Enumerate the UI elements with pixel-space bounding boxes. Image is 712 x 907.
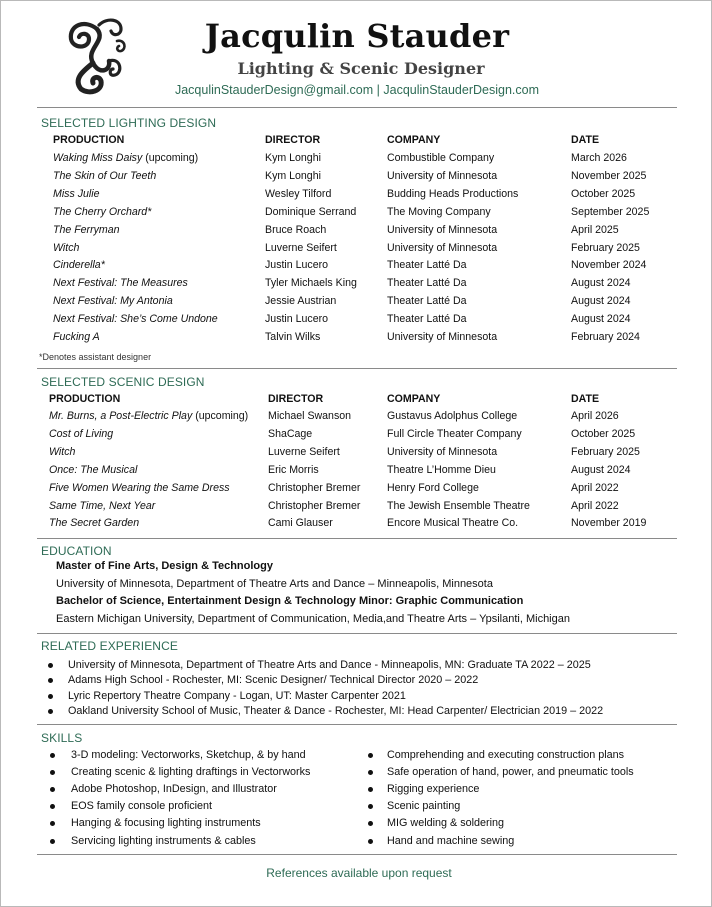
production-title: Fucking A <box>53 331 100 343</box>
director-cell: Luverne Seifert <box>268 445 340 458</box>
company-cell: Theater Latté Da <box>387 259 467 272</box>
production-cell <box>53 295 173 307</box>
school-umn: University of Minnesota, Department of Theatre Arts and Dance – Minneapolis, Minnesota <box>56 578 493 590</box>
production-cell <box>53 277 188 289</box>
director-cell: Kym Longhi <box>265 152 321 164</box>
experience-item: University of Minnesota, Department of Theatre Arts and Dance - Minneapolis, MN: Graduate TA 2022 – 2025 <box>68 659 591 671</box>
bullet-icon <box>48 678 53 683</box>
production-cell <box>53 313 218 325</box>
production-cell <box>53 331 100 343</box>
bullet-icon <box>368 821 373 826</box>
column-header: DIRECTOR <box>268 393 324 405</box>
section-title-scenic: SELECTED SCENIC DESIGN <box>41 375 205 389</box>
skill-item: Safe operation of hand, power, and pneumatic tools <box>387 766 634 779</box>
references-note: References available upon request <box>266 866 452 880</box>
bullet-icon <box>50 787 55 792</box>
date-cell: February 2024 <box>571 331 640 343</box>
date-cell: March 2026 <box>571 152 627 164</box>
production-title: Next Festival: My Antonia <box>53 295 173 308</box>
production-cell <box>53 206 151 218</box>
section-title-lighting: SELECTED LIGHTING DESIGN <box>41 116 217 130</box>
table-row <box>1 206 712 222</box>
table-row <box>1 242 712 258</box>
production-cell <box>49 482 230 494</box>
director-cell: Cami Glauser <box>268 517 333 530</box>
director-cell: Kym Longhi <box>265 169 321 182</box>
director-cell: Tyler Michaels King <box>265 277 357 290</box>
production-cell <box>53 170 156 182</box>
company-cell: University of Minnesota <box>387 241 498 254</box>
table-row <box>1 188 712 204</box>
bullet-icon <box>368 787 373 792</box>
company-cell: University of Minnesota <box>387 331 498 343</box>
table-row <box>1 500 712 516</box>
production-cell <box>49 464 137 476</box>
table-row <box>1 517 712 533</box>
director-cell: Christopher Bremer <box>268 481 361 494</box>
skill-item: Scenic painting <box>387 800 461 813</box>
skill-item: Hand and machine sewing <box>387 834 515 847</box>
bullet-icon <box>50 839 55 844</box>
degree-mfa: Master of Fine Arts, Design & Technology <box>56 560 273 572</box>
section-title-skills: SKILLS <box>41 731 83 745</box>
table-row <box>1 428 712 444</box>
production-cell <box>49 500 155 512</box>
production-title: The Ferryman <box>53 223 120 236</box>
table-row <box>1 331 712 347</box>
table-row <box>1 446 712 462</box>
date-cell: August 2024 <box>571 313 631 326</box>
director-cell: Luverne Seifert <box>265 241 337 254</box>
skill-item: EOS family console proficient <box>71 800 213 813</box>
director-cell: Wesley Tilford <box>265 187 332 200</box>
bullet-icon <box>368 770 373 775</box>
company-cell: Theater Latté Da <box>387 295 467 308</box>
company-cell: The Moving Company <box>387 205 491 218</box>
production-title: Miss Julie <box>53 187 100 200</box>
production-title: Same Time, Next Year <box>49 499 156 512</box>
skill-item: Rigging experience <box>387 783 480 796</box>
production-title: Cost of Living <box>49 427 114 440</box>
production-cell <box>49 428 113 440</box>
director-cell: Michael Swanson <box>268 410 352 422</box>
date-cell: February 2025 <box>571 445 640 458</box>
company-cell: The Jewish Ensemble Theatre <box>387 499 530 512</box>
column-header: DIRECTOR <box>265 134 321 146</box>
company-cell: Full Circle Theater Company <box>387 427 522 440</box>
date-cell: September 2025 <box>571 205 650 218</box>
date-cell: November 2025 <box>571 169 647 182</box>
production-note: (upcoming) <box>142 152 199 164</box>
director-cell: Talvin Wilks <box>265 331 321 343</box>
director-cell: Christopher Bremer <box>268 499 361 512</box>
bullet-icon <box>48 709 53 714</box>
table-row <box>1 152 712 168</box>
production-title: Cinderella* <box>53 259 105 272</box>
column-header: COMPANY <box>387 393 441 405</box>
skill-item: Servicing lighting instruments & cables <box>71 834 256 847</box>
table-row <box>1 224 712 240</box>
date-cell: April 2025 <box>571 223 619 236</box>
contact-line: JacqulinStauderDesign@gmail.com | JacqulinStauderDesign.com <box>174 83 540 97</box>
production-title: The Secret Garden <box>49 517 140 530</box>
section-divider <box>37 724 677 725</box>
skill-item: Creating scenic & lighting draftings in Vectorworks <box>71 766 311 779</box>
column-header: PRODUCTION <box>49 393 121 405</box>
candidate-name: Jacqulin Stauder <box>204 17 510 55</box>
company-cell: Budding Heads Productions <box>387 187 519 200</box>
production-cell <box>49 410 248 422</box>
bullet-icon <box>48 694 53 699</box>
director-cell: Justin Lucero <box>265 259 329 272</box>
production-note: (upcoming) <box>192 410 249 422</box>
company-cell: Theater Latté Da <box>387 277 467 290</box>
bullet-icon <box>368 753 373 758</box>
production-title: Mr. Burns, a Post-Electric Play <box>49 410 193 422</box>
company-cell: Encore Musical Theatre Co. <box>387 517 519 530</box>
bullet-icon <box>50 770 55 775</box>
production-cell <box>53 224 120 236</box>
date-cell: August 2024 <box>571 463 631 476</box>
section-divider <box>37 368 677 369</box>
company-cell: University of Minnesota <box>387 169 498 182</box>
production-cell <box>49 517 139 529</box>
column-header: DATE <box>571 134 600 146</box>
date-cell: April 2026 <box>571 410 619 422</box>
company-cell: Henry Ford College <box>387 481 479 494</box>
director-cell: Eric Morris <box>268 463 319 476</box>
table-row <box>1 410 712 426</box>
table-row <box>1 313 712 329</box>
company-cell: University of Minnesota <box>387 223 498 236</box>
production-title: Next Festival: The Measures <box>53 277 188 290</box>
company-cell: Combustible Company <box>387 152 495 164</box>
section-divider <box>37 107 677 108</box>
director-cell: Dominique Serrand <box>265 205 357 218</box>
date-cell: August 2024 <box>571 295 631 308</box>
bullet-icon <box>50 753 55 758</box>
company-cell: Theater Latté Da <box>387 313 467 326</box>
director-cell: ShaCage <box>268 427 313 440</box>
column-header: DATE <box>571 393 600 405</box>
section-divider <box>37 538 677 539</box>
company-cell: Gustavus Adolphus College <box>387 410 518 422</box>
scenic-table-header <box>1 393 712 409</box>
experience-item: Oakland University School of Music, Theater & Dance - Rochester, MI: Head Carpenter/ Electrician 2019 – 2022 <box>68 704 604 717</box>
bullet-icon <box>368 804 373 809</box>
table-row <box>1 464 712 480</box>
degree-bs: Bachelor of Science, Entertainment Design & Technology Minor: Graphic Communication <box>56 595 524 607</box>
production-title: The Cherry Orchard* <box>53 205 152 218</box>
experience-item: Lyric Repertory Theatre Company - Logan, UT: Master Carpenter 2021 <box>68 689 406 702</box>
production-title: Witch <box>53 241 80 254</box>
production-cell <box>53 188 100 200</box>
skill-item: MIG welding & soldering <box>387 817 505 830</box>
bullet-icon <box>48 663 53 668</box>
table-row <box>1 277 712 293</box>
production-title: Five Women Wearing the Same Dress <box>49 481 230 494</box>
director-cell: Jessie Austrian <box>265 295 337 308</box>
company-cell: Theatre L’Homme Dieu <box>387 463 496 476</box>
date-cell: November 2019 <box>571 517 647 530</box>
bullet-icon <box>50 804 55 809</box>
column-header: PRODUCTION <box>53 134 125 146</box>
section-divider <box>37 854 677 855</box>
bullet-icon <box>50 821 55 826</box>
production-title: Once: The Musical <box>49 463 138 476</box>
table-row <box>1 482 712 498</box>
section-divider <box>37 633 677 634</box>
production-title: Witch <box>49 445 76 458</box>
company-cell: University of Minnesota <box>387 445 498 458</box>
experience-item: Adams High School - Rochester, MI: Scenic Designer/ Technical Director 2020 – 2022 <box>68 674 479 687</box>
production-cell <box>53 152 198 164</box>
production-title: Waking Miss Daisy <box>53 152 143 164</box>
school-emu: Eastern Michigan University, Department of Communication, Media,and Theatre Arts – Ypsilanti, Michigan <box>56 613 570 625</box>
date-cell: April 2022 <box>571 499 619 512</box>
date-cell: October 2025 <box>571 427 636 440</box>
table-row <box>1 259 712 275</box>
director-cell: Bruce Roach <box>265 223 327 236</box>
date-cell: August 2024 <box>571 277 631 290</box>
director-cell: Justin Lucero <box>265 313 329 326</box>
skill-item: 3-D modeling: Vectorworks, Sketchup, & by hand <box>71 749 306 761</box>
production-cell <box>49 446 75 458</box>
skill-item: Comprehending and executing construction plans <box>387 749 625 761</box>
section-title-education: EDUCATION <box>41 544 112 558</box>
bullet-icon <box>368 839 373 844</box>
date-cell: February 2025 <box>571 241 640 254</box>
candidate-title: Lighting & Scenic Designer <box>237 59 485 78</box>
column-header: COMPANY <box>387 134 441 146</box>
production-cell <box>53 259 105 271</box>
skill-item: Hanging & focusing lighting instruments <box>71 817 261 830</box>
skill-item: Adobe Photoshop, InDesign, and Illustrator <box>71 783 277 796</box>
section-title-experience: RELATED EXPERIENCE <box>41 639 178 653</box>
production-title: The Skin of Our Teeth <box>53 169 157 182</box>
table-row <box>1 170 712 186</box>
date-cell: October 2025 <box>571 187 636 200</box>
production-cell <box>53 242 79 254</box>
date-cell: November 2024 <box>571 259 647 272</box>
lighting-table-header <box>1 134 712 150</box>
date-cell: April 2022 <box>571 481 619 494</box>
production-title: Next Festival: She’s Come Undone <box>53 313 218 326</box>
table-row <box>1 295 712 311</box>
assistant-note: *Denotes assistant designer <box>39 352 152 362</box>
